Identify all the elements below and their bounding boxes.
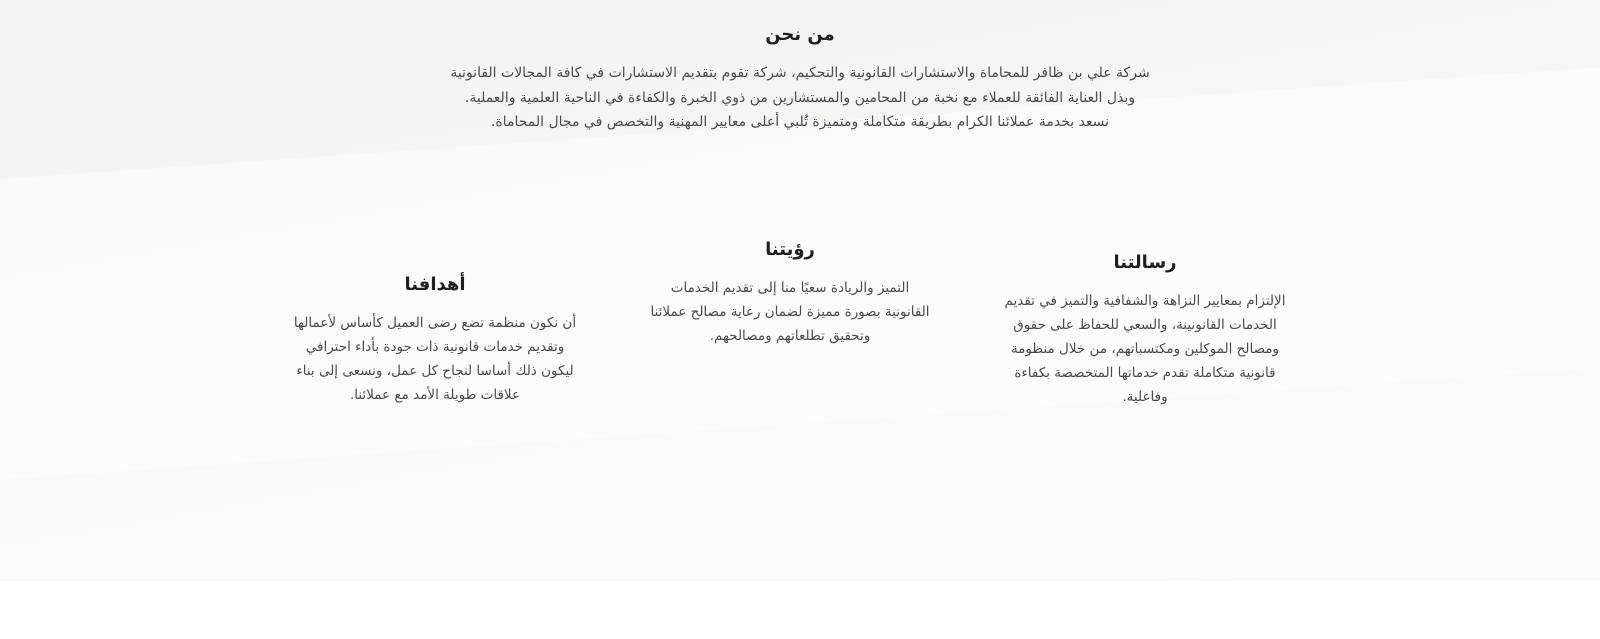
goals-title: أهدافنا (404, 274, 466, 295)
mission-text-line: وفاعلية. (1122, 389, 1168, 405)
goals-text-line: ليكون ذلك أساسا لنجاح كل عمل، ونسعى إلى بناء (296, 363, 574, 379)
mission-text-line: الخدمات القانونينة، والسعي للحفاظ على حقوق (1013, 317, 1277, 333)
vision-column (620, 239, 960, 348)
vision-text-line: التميز والريادة سعيًا منا إلى تقديم الخدمات (670, 280, 910, 296)
vision-text-line: القانونية بصورة مميزة لضمان رعاية مصالح عملائنا (650, 304, 930, 320)
about-text-line: نسعد بخدمة عملائنا الكرام بطريقة متكاملة ومتميزة تُلبي أعلى معايير المهنية والتخصص في مجال المحاماة. (490, 114, 1110, 130)
about-title: من نحن (765, 24, 835, 45)
mission-text-line: الإلتزام بمعايير النزاهة والشفافية والتميز في تقديم (1004, 293, 1286, 309)
goals-text-line: أن نكون منظمة تضع رضى العميل كأساس لأعمالها (293, 315, 577, 331)
about-text-line: وبذل العناية الفائقة للعملاء مع نخبة من المحامين والمستشارين من ذوي الخبرة والكفاءة في الناحية العلمية والعملية. (464, 89, 1136, 106)
mission-text-line: قانونية متكاملة تقدم خدماتها المتخصصة بكفاءة (1014, 365, 1276, 381)
mission-column (980, 252, 1310, 409)
goals-text-line: وتقديم خدمات قانونية ذات جودة بأداء احترافي (305, 339, 565, 355)
about-section (0, 24, 1600, 135)
mission-text-line: ومصالح الموكلين ومكتسباتهم، من خلال منظومة (1010, 341, 1280, 357)
vision-text-line: وتحقيق تطلعاتهم ومصالحهم. (709, 328, 871, 344)
vision-title: رؤيتنا (765, 239, 815, 260)
mission-title: رسالتنا (1113, 252, 1177, 273)
goals-column (265, 274, 605, 407)
about-text-line: شركة علي بن ظافر للمحاماة والاستشارات القانونية والتحكيم، شركة تقوم بتقديم الاستشارات في كافة المجالات القانونية (450, 65, 1150, 81)
goals-text-line: علاقات طويلة الأمد مع عملائنا. (349, 387, 521, 403)
